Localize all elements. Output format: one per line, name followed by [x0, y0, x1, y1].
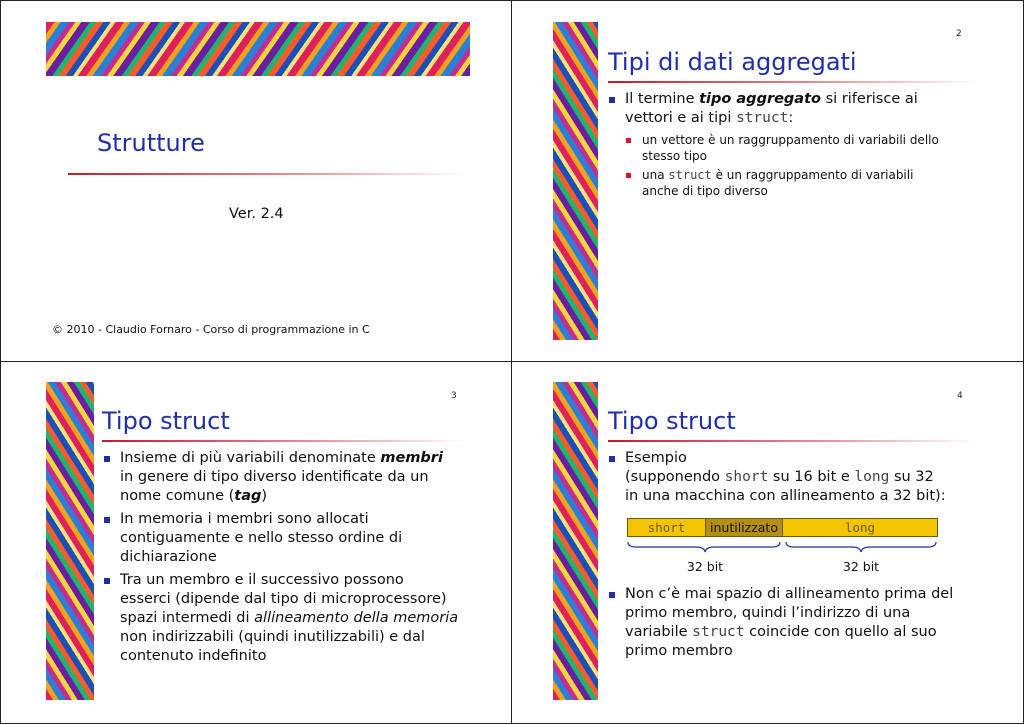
slide-title: Tipo struct	[608, 407, 736, 435]
bullet-item	[608, 585, 978, 661]
bullet-text: (supponendo	[625, 469, 725, 485]
bullet-text: primo membro, quindi l’indirizzo di una	[625, 605, 911, 621]
slide-2	[514, 5, 1018, 359]
sub-bullet-text: anche di tipo diverso	[642, 184, 768, 198]
emphasis-text: tag	[234, 488, 262, 504]
bullet-list	[608, 585, 978, 661]
emphasis-text: tipo aggregato	[699, 91, 821, 107]
title-rule	[608, 81, 978, 83]
bullet-text: Esempio	[625, 450, 687, 466]
bullet-item	[103, 571, 473, 666]
bullet-text: su 32	[889, 469, 934, 485]
sub-bullet-text: stesso tipo	[642, 149, 707, 163]
emphasis-text: membri	[380, 450, 443, 466]
decorative-side-image	[553, 22, 598, 340]
decorative-banner-image	[46, 22, 470, 76]
bullet-text: si riferisce ai	[821, 91, 918, 107]
slide-4	[514, 366, 1018, 720]
bullet-item	[103, 510, 473, 567]
bullet-text: in una macchina con allineamento a 32 bit):	[625, 488, 946, 504]
right-bits-label: 32 bit	[842, 559, 880, 574]
bullet-text: vettori e ai tipi	[625, 110, 736, 126]
bullet-text: variabile	[625, 624, 693, 640]
bullet-text: Tra un membro e il successivo possono	[120, 572, 404, 588]
bullet-item	[103, 449, 473, 506]
sub-bullet-item	[625, 132, 965, 164]
bullet-text: coincide con quello al suo	[744, 624, 937, 640]
bullet-text: spazi intermedi di	[120, 610, 255, 626]
right-brace	[786, 542, 936, 552]
page-number: 2	[956, 29, 962, 39]
sub-bullet-item	[625, 167, 965, 199]
vertical-divider	[511, 0, 512, 724]
bullet-text: dichiarazione	[120, 549, 217, 565]
code-text: struct	[735, 110, 789, 126]
bullet-text: Il termine	[625, 91, 700, 107]
page-number: 4	[957, 391, 963, 401]
decorative-side-image	[553, 382, 598, 700]
sub-bullet-list	[625, 132, 965, 199]
memory-braces	[624, 540, 944, 554]
page-number: 3	[451, 391, 457, 401]
title-rule	[608, 440, 978, 442]
slide-3	[5, 366, 509, 720]
sub-bullet-text: è un raggruppamento di variabili	[711, 168, 914, 182]
bullet-item	[608, 449, 978, 506]
bullet-text: su 16 bit e	[768, 469, 855, 485]
bullet-text: :	[788, 110, 794, 126]
slide-1	[5, 5, 509, 359]
slide-title: Strutture	[97, 129, 205, 157]
bullet-text: Non c’è mai spazio di allineamento prima del	[625, 586, 954, 602]
horizontal-divider	[0, 361, 1024, 362]
bullet-text: )	[261, 488, 268, 504]
title-rule	[68, 173, 466, 175]
version-label: Ver. 2.4	[229, 206, 284, 222]
bullet-text: contenuto indefinito	[120, 648, 267, 664]
code-text: struct	[668, 168, 712, 182]
memory-long-cell: long	[782, 518, 938, 537]
bullet-text: in genere di tipo diverso identificate da un	[120, 469, 429, 485]
code-text: long	[854, 469, 890, 485]
left-bits-label: 32 bit	[686, 559, 724, 574]
bullet-item	[608, 90, 968, 128]
bullet-list	[608, 90, 968, 128]
bullet-text: contiguamente e nello stesso ordine di	[120, 530, 403, 546]
memory-padding-cell: inutilizzato	[705, 518, 783, 537]
bullet-text: In memoria i membri sono allocati	[120, 511, 369, 527]
slide-title: Tipi di dati aggregati	[608, 48, 857, 76]
code-text: short	[724, 469, 769, 485]
title-rule	[102, 440, 468, 442]
bullet-list	[608, 449, 978, 506]
sub-bullet-text: una	[642, 168, 669, 182]
emphasis-text: allineamento della memoria	[254, 610, 459, 626]
bullet-text: nome comune (	[120, 488, 235, 504]
bullet-list	[103, 449, 473, 666]
bullet-text: primo membro	[625, 643, 733, 659]
bullet-text: esserci (dipende dal tipo di microprocessore)	[120, 591, 447, 607]
copyright-footer: © 2010 - Claudio Fornaro - Corso di programmazione in C	[52, 323, 370, 336]
left-brace	[628, 542, 780, 552]
bullet-text: non indirizzabili (quindi inutilizzabili) e dal	[120, 629, 425, 645]
slide-title: Tipo struct	[102, 407, 230, 435]
code-text: struct	[692, 624, 745, 640]
sub-bullet-text: un vettore è un raggruppamento di variabili dello	[642, 133, 939, 147]
decorative-side-image	[46, 382, 94, 700]
bullet-text: Insieme di più variabili denominate	[120, 450, 381, 466]
memory-short-cell: short	[627, 518, 706, 537]
